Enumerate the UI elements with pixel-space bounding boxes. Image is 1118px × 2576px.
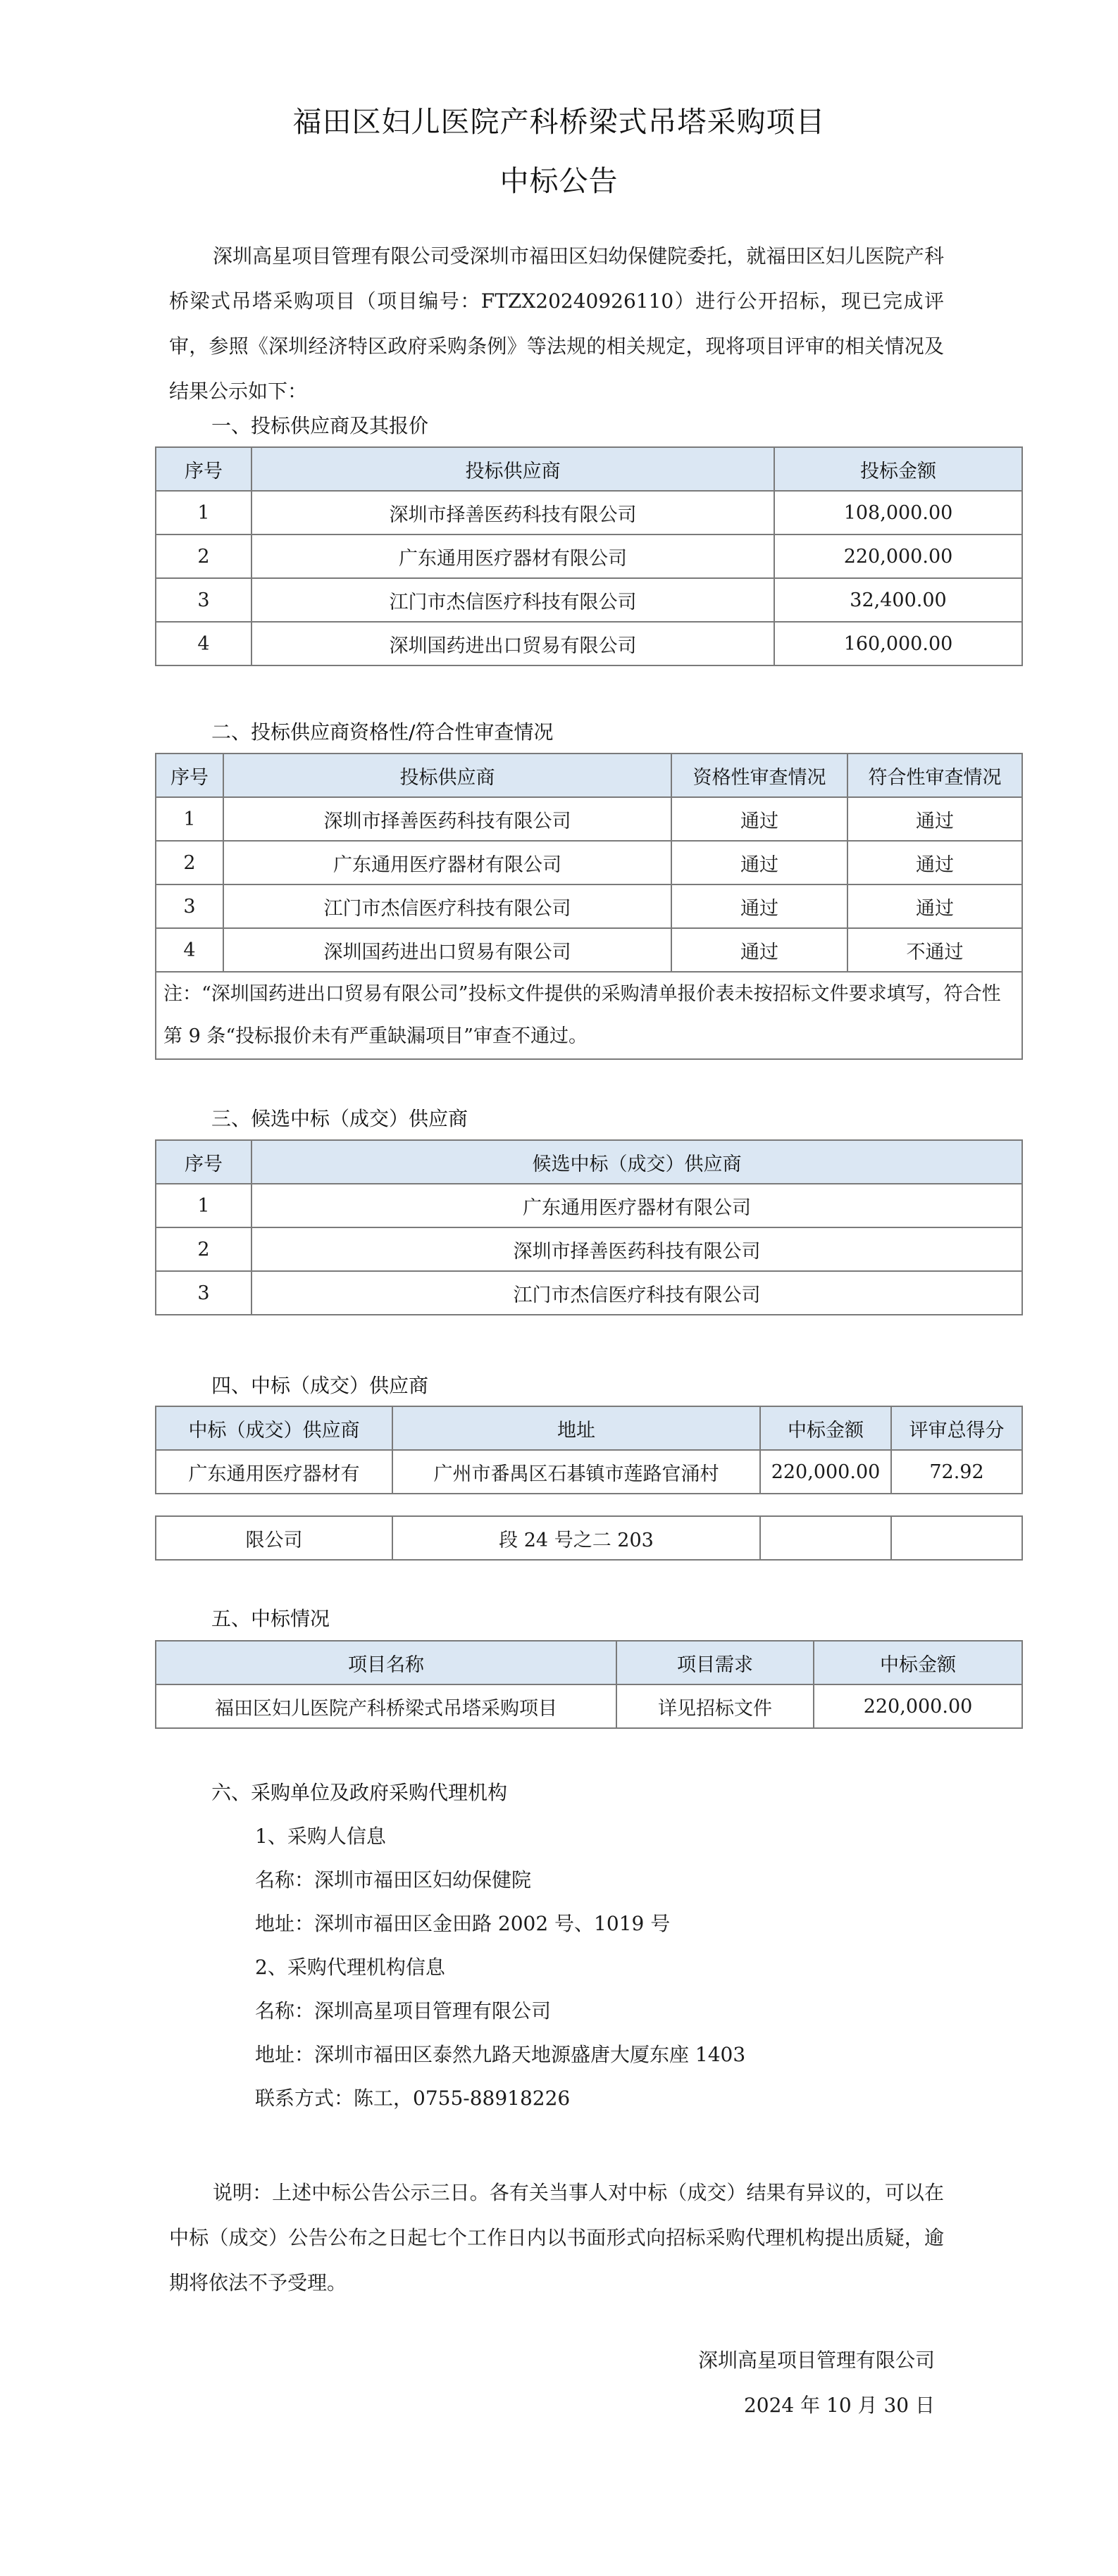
section4-heading: 四、中标（成交）供应商: [211, 1374, 429, 1397]
table-row: [156, 1227, 1022, 1271]
col-header: 序号: [156, 1140, 251, 1184]
table-row: [156, 1184, 1022, 1227]
col-header: 中标金额: [814, 1641, 1022, 1684]
cell: 广州市番禺区石碁镇市莲路官涌村: [392, 1450, 760, 1494]
section3-heading: 三、候选中标（成交）供应商: [211, 1107, 468, 1130]
cell: 通过: [847, 797, 1022, 841]
col-header: 序号: [156, 447, 251, 491]
cell: 广东通用医疗器材有限公司: [223, 841, 671, 884]
section6-heading: 六、采购单位及政府采购代理机构: [211, 1781, 508, 1804]
winner-table-continued: [155, 1515, 1023, 1561]
winner-table: [155, 1406, 1023, 1494]
cell: 4: [156, 928, 223, 972]
col-header: 投标供应商: [223, 754, 671, 797]
table-row: [156, 1516, 1022, 1560]
cell: [891, 1516, 1022, 1560]
cell: 段 24 号之二 203: [392, 1516, 760, 1560]
review-note: 注：“深圳国药进出口贸易有限公司”投标文件提供的采购清单报价表未按招标文件要求填写，符合性第 9 条“投标报价未有严重缺漏项目”审查不通过。: [156, 972, 1022, 1059]
col-header: 序号: [156, 754, 223, 797]
col-header: 中标（成交）供应商: [156, 1406, 392, 1450]
col-header: 地址: [392, 1406, 760, 1450]
cell: 通过: [847, 841, 1022, 884]
agency-heading: 2、采购代理机构信息: [255, 1956, 445, 1979]
cell: 通过: [671, 841, 847, 884]
cell: 220,000.00: [774, 534, 1022, 578]
page-title: 福田区妇儿医院产科桥梁式吊塔采购项目: [292, 105, 826, 139]
cell: 2: [156, 534, 251, 578]
cell: 深圳国药进出口贸易有限公司: [223, 928, 671, 972]
section2-heading: 二、投标供应商资格性/符合性审查情况: [211, 720, 554, 744]
col-header: 评审总得分: [891, 1406, 1022, 1450]
table-header-row: [156, 1140, 1022, 1184]
cell: 限公司: [156, 1516, 392, 1560]
table-row: [156, 1684, 1022, 1728]
cell: 江门市杰信医疗科技有限公司: [223, 884, 671, 928]
cell: 深圳市择善医药科技有限公司: [251, 1227, 1022, 1271]
table-row: [156, 1450, 1022, 1494]
table-row: [156, 578, 1022, 622]
section1-heading: 一、投标供应商及其报价: [211, 414, 429, 437]
agency-address: 地址：深圳市福田区泰然九路天地源盛唐大厦东座 1403: [255, 2043, 746, 2066]
table-header-row: [156, 1406, 1022, 1450]
review-table: [155, 753, 1023, 1060]
signature-date: 2024 年 10 月 30 日: [743, 2394, 935, 2417]
table-note-row: [156, 972, 1022, 1059]
cell: 通过: [671, 928, 847, 972]
cell: 72.92: [891, 1450, 1022, 1494]
award-table: [155, 1640, 1023, 1729]
cell: 4: [156, 622, 251, 665]
agency-name: 名称：深圳高星项目管理有限公司: [255, 1999, 552, 2022]
col-header: 项目需求: [616, 1641, 814, 1684]
table-header-row: [156, 1641, 1022, 1684]
cell: 广东通用医疗器材有限公司: [251, 1184, 1022, 1227]
cell: 220,000.00: [814, 1684, 1022, 1728]
cell: 3: [156, 1271, 251, 1315]
cell: 2: [156, 1227, 251, 1271]
cell: 220,000.00: [760, 1450, 891, 1494]
signature-company: 深圳高星项目管理有限公司: [697, 2349, 935, 2372]
cell: 通过: [671, 884, 847, 928]
cell: 广东通用医疗器材有限公司: [251, 534, 774, 578]
intro-paragraph: 深圳高星项目管理有限公司受深圳市福田区妇幼保健院委托，就福田区妇儿医院产科桥梁式吊塔采购项目（项目编号：FTZX20240926110）进行公开招标，现已完成评审，参照《深圳经济特区政府采购条例》等法规的相关规定，现将项目评审的相关情况及结果公示如下：: [169, 244, 944, 403]
col-header: 符合性审查情况: [847, 754, 1022, 797]
cell: 1: [156, 1184, 251, 1227]
table-row: [156, 622, 1022, 665]
cell: 108,000.00: [774, 491, 1022, 534]
cell: 2: [156, 841, 223, 884]
cell: 3: [156, 578, 251, 622]
table-row: [156, 884, 1022, 928]
table-row: [156, 841, 1022, 884]
section5-heading: 五、中标情况: [211, 1607, 330, 1630]
table-header-row: [156, 447, 1022, 491]
col-header: 投标金额: [774, 447, 1022, 491]
cell: 3: [156, 884, 223, 928]
cell: 详见招标文件: [616, 1684, 814, 1728]
table-header-row: [156, 754, 1022, 797]
purchaser-address: 地址：深圳市福田区金田路 2002 号、1019 号: [255, 1912, 671, 1935]
table-row: [156, 491, 1022, 534]
cell: 不通过: [847, 928, 1022, 972]
purchaser-heading: 1、采购人信息: [255, 1825, 386, 1848]
cell: 江门市杰信医疗科技有限公司: [251, 578, 774, 622]
cell: [760, 1516, 891, 1560]
page-subtitle: 中标公告: [499, 164, 619, 198]
cell: 通过: [671, 797, 847, 841]
candidate-table: [155, 1139, 1023, 1315]
cell: 深圳国药进出口贸易有限公司: [251, 622, 774, 665]
table-row: [156, 797, 1022, 841]
cell: 32,400.00: [774, 578, 1022, 622]
table-row: [156, 1271, 1022, 1315]
cell: 福田区妇儿医院产科桥梁式吊塔采购项目: [156, 1684, 616, 1728]
agency-contact: 联系方式：陈工，0755-88918226: [255, 2087, 571, 2110]
cell: 1: [156, 491, 251, 534]
cell: 广东通用医疗器材有: [156, 1450, 392, 1494]
cell: 160,000.00: [774, 622, 1022, 665]
col-header: 资格性审查情况: [671, 754, 847, 797]
col-header: 项目名称: [156, 1641, 616, 1684]
cell: 深圳市择善医药科技有限公司: [251, 491, 774, 534]
col-header: 投标供应商: [251, 447, 774, 491]
table-row: [156, 928, 1022, 972]
col-header: 候选中标（成交）供应商: [251, 1140, 1022, 1184]
col-header: 中标金额: [760, 1406, 891, 1450]
bid-table: [155, 446, 1023, 666]
table-row: [156, 534, 1022, 578]
purchaser-name: 名称：深圳市福田区妇幼保健院: [255, 1868, 532, 1892]
cell: 深圳市择善医药科技有限公司: [223, 797, 671, 841]
explanation-paragraph: 说明：上述中标公告公示三日。各有关当事人对中标（成交）结果有异议的，可以在中标（成交）公告公布之日起七个工作日内以书面形式向招标采购代理机构提出质疑，逾期将依法不予受理。: [169, 2181, 944, 2294]
cell: 通过: [847, 884, 1022, 928]
cell: 江门市杰信医疗科技有限公司: [251, 1271, 1022, 1315]
cell: 1: [156, 797, 223, 841]
